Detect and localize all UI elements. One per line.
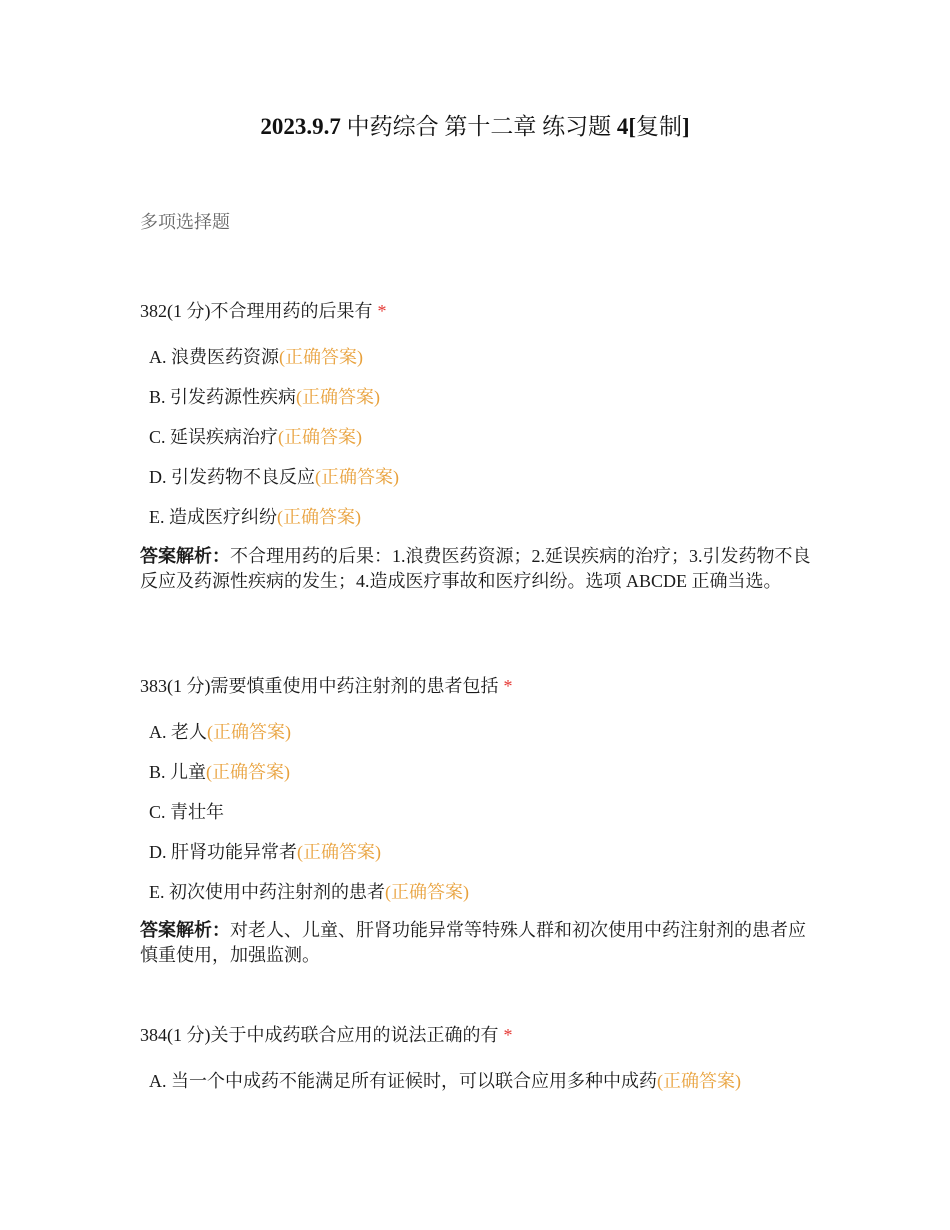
option-b: [149, 760, 290, 784]
question-text: 382(1 分)不合理用药的后果有: [140, 301, 373, 321]
title-date: 2023.9.7: [260, 114, 341, 139]
correct-answer-tag: (正确答案): [207, 722, 291, 742]
explanation-label: 答案解析：: [140, 546, 230, 566]
correct-answer-tag: (正确答案): [385, 882, 469, 902]
correct-answer-tag: (正确答案): [279, 347, 363, 367]
option-c: [149, 800, 224, 824]
question-382: [140, 299, 387, 323]
question-text: 384(1 分)关于中成药联合应用的说法正确的有: [140, 1025, 499, 1045]
option-c: [149, 425, 362, 449]
correct-answer-tag: (正确答案): [297, 842, 381, 862]
option-e: [149, 505, 361, 529]
correct-answer-tag: (正确答案): [278, 427, 363, 447]
required-asterisk: *: [503, 676, 513, 696]
option-text: D. 肝肾功能异常者: [149, 842, 297, 862]
option-text: A. 当一个中成药不能满足所有证候时，可以联合应用多种中成药: [149, 1071, 657, 1091]
option-text: B. 儿童: [149, 762, 207, 782]
title-subject: 中药综合 第十二章 练习题: [340, 114, 617, 139]
title-close-bracket: ]: [682, 114, 690, 139]
question-383: [140, 674, 513, 698]
explanation-text: 对老人、儿童、肝肾功能异常等特殊人群和初次使用中药注射剂的患者应慎重使用，加强监测。: [140, 920, 806, 965]
explanation-label: 答案解析：: [140, 920, 230, 940]
option-text: B. 引发药源性疾病: [149, 387, 297, 407]
option-b: [149, 385, 380, 409]
option-a: [149, 720, 291, 744]
option-text: D. 引发药物不良反应: [149, 467, 315, 487]
section-heading: 多项选择题: [140, 212, 230, 232]
required-asterisk: *: [377, 301, 387, 321]
answer-explanation: [140, 918, 812, 968]
option-a: [149, 345, 363, 369]
correct-answer-tag: (正确答案): [315, 467, 399, 487]
option-a: [149, 1069, 741, 1093]
option-text: E. 造成医疗纠纷: [149, 507, 277, 527]
answer-explanation: [140, 544, 812, 594]
question-text: 383(1 分)需要慎重使用中药注射剂的患者包括: [140, 676, 499, 696]
question-384: [140, 1023, 513, 1047]
option-text: C. 青壮年: [149, 802, 225, 822]
option-text: E. 初次使用中药注射剂的患者: [149, 882, 385, 902]
page-title: [0, 111, 950, 143]
required-asterisk: *: [503, 1025, 513, 1045]
option-d: [149, 465, 399, 489]
option-text: A. 浪费医药资源: [149, 347, 279, 367]
option-d: [149, 840, 381, 864]
correct-answer-tag: (正确答案): [277, 507, 361, 527]
option-e: [149, 880, 469, 904]
correct-answer-tag: (正确答案): [296, 387, 381, 407]
title-copy: 复制: [636, 114, 682, 139]
option-text: C. 延误疾病治疗: [149, 427, 279, 447]
option-text: A. 老人: [149, 722, 207, 742]
title-number: 4[: [616, 114, 636, 139]
correct-answer-tag: (正确答案): [206, 762, 291, 782]
correct-answer-tag: (正确答案): [657, 1071, 741, 1091]
explanation-text: 不合理用药的后果：1.浪费医药资源；2.延误疾病的治疗；3.引发药物不良反应及药源性疾病的发生；4.造成医疗事故和医疗纠纷。选项 ABCDE 正确当选。: [140, 546, 811, 591]
